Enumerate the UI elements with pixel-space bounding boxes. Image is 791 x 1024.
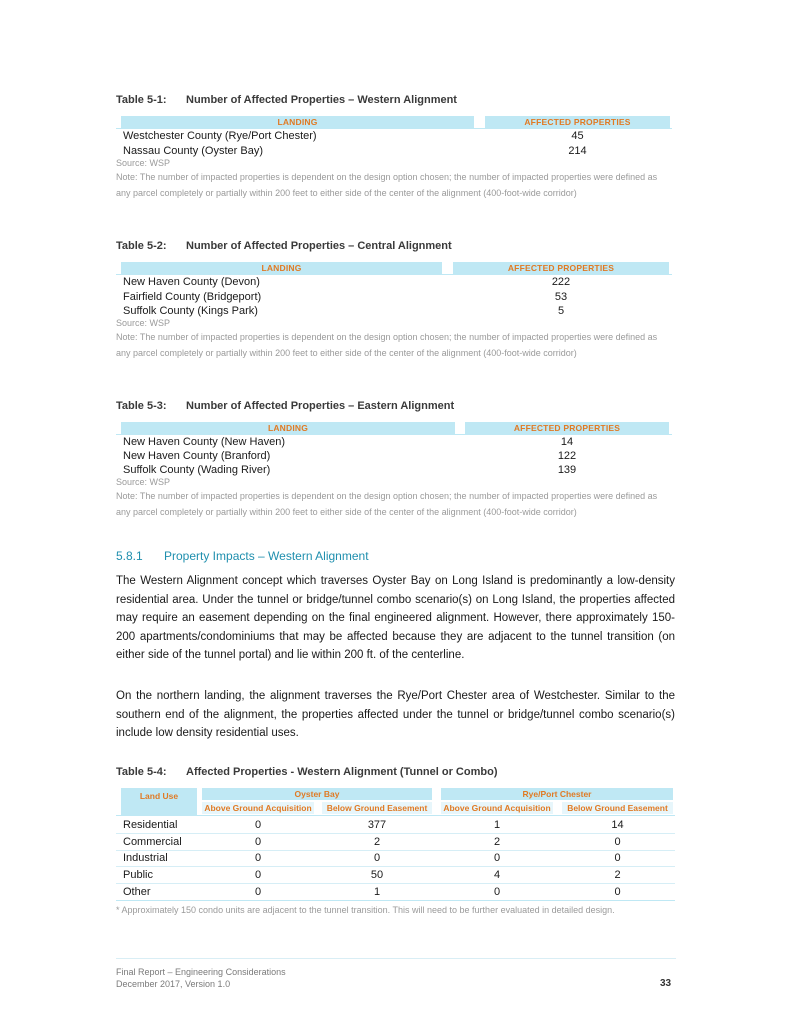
table-5-1-caption xyxy=(116,94,457,106)
table-cell: 0 xyxy=(373,852,381,864)
section-title: Property Impacts – Western Alignment xyxy=(164,549,369,563)
row-divider xyxy=(116,866,675,867)
section-number: 5.8.1 xyxy=(116,549,143,563)
col-header-affected: AFFECTED PROPERTIES xyxy=(453,262,669,274)
table-cell-affected: 14 xyxy=(560,436,574,448)
table-number: Table 5-1: xyxy=(116,94,167,106)
table-cell-use: Commercial xyxy=(123,836,182,848)
table-cell: 1 xyxy=(373,886,381,898)
table-source: Source: WSP xyxy=(116,318,171,328)
table-cell-landing: Suffolk County (Kings Park) xyxy=(123,305,258,317)
col-header-landing: LANDING xyxy=(121,116,474,128)
table-note: Note: The number of impacted properties is dependent on the design option chosen; the number of impacted properties were defined as any parcel completely or partially within 200 feet to either side of the center of the alignment (400-foot-wide corridor) xyxy=(116,332,658,358)
table-number: Table 5-4: xyxy=(116,766,167,778)
table-cell-affected: 53 xyxy=(554,291,568,303)
col-header-affected: AFFECTED PROPERTIES xyxy=(465,422,669,434)
table-cell: 377 xyxy=(367,819,387,831)
table-cell: 2 xyxy=(493,836,501,848)
table-cell-use: Industrial xyxy=(123,852,168,864)
table-cell: 50 xyxy=(370,869,384,881)
table-number: Table 5-3: xyxy=(116,400,167,412)
table-cell-use: Other xyxy=(123,886,151,898)
table-note: Note: The number of impacted properties is dependent on the design option chosen; the number of impacted properties were defined as any parcel completely or partially within 200 feet to either side of the center of the alignment (400-foot-wide corridor) xyxy=(116,491,658,517)
table-number: Table 5-2: xyxy=(116,240,167,252)
table-cell: 1 xyxy=(493,819,501,831)
section-heading xyxy=(116,549,369,563)
row-divider xyxy=(116,900,675,901)
group-header-rye-port-chester: Rye/Port Chester xyxy=(441,788,673,800)
table-cell: 0 xyxy=(254,819,262,831)
table-cell-landing: Suffolk County (Wading River) xyxy=(123,464,271,476)
subheader-below-ground: Below Ground Easement xyxy=(322,802,432,814)
table-cell-landing: New Haven County (New Haven) xyxy=(123,436,286,448)
table-cell-landing: Nassau County (Oyster Bay) xyxy=(123,145,263,157)
row-divider xyxy=(116,833,675,834)
table-5-3-caption xyxy=(116,400,454,412)
table-cell-affected: 139 xyxy=(557,464,577,476)
table-title: Number of Affected Properties – Western Alignment xyxy=(186,94,457,106)
body-paragraph: The Western Alignment concept which traverses Oyster Bay on Long Island is predominantly a low-density residential area. Under the tunnel or bridge/tunnel combo scenario(s) on Long Island, the properties affected may require an easement depending on the final engineered alignment. However, there approximately 150-200 apartments/condominiums that may be affected because they are adjacent to the tunnel transition (on either side of the tunnel portal) and lie within 200 ft. of the centerline. xyxy=(116,575,675,661)
table-cell-use: Residential xyxy=(123,819,178,831)
table-cell-affected: 214 xyxy=(568,145,587,157)
subheader-above-ground: Above Ground Acquisition xyxy=(441,802,553,814)
table-note: Note: The number of impacted properties is dependent on the design option chosen; the number of impacted properties were defined as any parcel completely or partially within 200 feet to either side of the center of the alignment (400-foot-wide corridor) xyxy=(116,172,658,198)
footer-report-title: Final Report – Engineering Considerations xyxy=(116,967,286,977)
table-cell: 0 xyxy=(254,886,262,898)
table-cell-landing: New Haven County (Devon) xyxy=(123,276,260,288)
table-cell: 14 xyxy=(611,819,624,831)
table-source: Source: WSP xyxy=(116,477,171,487)
footer-version: December 2017, Version 1.0 xyxy=(116,979,231,989)
table-cell-landing: Westchester County (Rye/Port Chester) xyxy=(123,130,317,142)
subheader-below-ground: Below Ground Easement xyxy=(562,802,673,814)
table-5-4-caption xyxy=(116,766,497,778)
table-cell-use: Public xyxy=(123,869,153,881)
row-divider xyxy=(116,883,675,884)
table-cell-affected: 222 xyxy=(551,276,571,288)
table-cell: 2 xyxy=(614,869,621,881)
page-number: 33 xyxy=(660,978,672,989)
table-title: Affected Properties - Western Alignment (Tunnel or Combo) xyxy=(186,766,498,778)
table-title: Number of Affected Properties – Central Alignment xyxy=(186,240,452,252)
subheader-above-ground: Above Ground Acquisition xyxy=(202,802,314,814)
col-header-landing: LANDING xyxy=(121,262,442,274)
table-cell: 0 xyxy=(614,886,621,898)
table-cell-affected: 45 xyxy=(571,130,584,142)
table-source: Source: WSP xyxy=(116,158,171,168)
table-5-2-caption xyxy=(116,240,452,252)
group-header-oyster-bay: Oyster Bay xyxy=(202,788,432,800)
col-header-land-use: Land Use xyxy=(121,788,197,815)
table-cell: 0 xyxy=(614,852,621,864)
table-cell: 4 xyxy=(493,869,501,881)
table-cell-affected: 122 xyxy=(557,450,577,462)
table-footnote: * Approximately 150 condo units are adjacent to the tunnel transition. This will need to be further evaluated in detailed design. xyxy=(116,905,615,915)
col-header-landing: LANDING xyxy=(121,422,455,434)
col-header-affected: AFFECTED PROPERTIES xyxy=(485,116,670,128)
table-cell: 0 xyxy=(614,836,621,848)
table-cell: 0 xyxy=(254,852,262,864)
table-cell: 0 xyxy=(254,836,262,848)
body-paragraph: On the northern landing, the alignment traverses the Rye/Port Chester area of Westchester. Similar to the southern end of the alignment, the properties affected under the tunnel or bridge/tunnel combo scenario(s) include low density residential uses. xyxy=(116,690,675,739)
table-cell-landing: Fairfield County (Bridgeport) xyxy=(123,291,262,303)
table-cell-affected: 5 xyxy=(557,305,565,317)
header-rule xyxy=(116,815,675,816)
footer-rule xyxy=(116,958,676,959)
table-cell: 0 xyxy=(493,886,501,898)
table-title: Number of Affected Properties – Eastern Alignment xyxy=(186,400,455,412)
table-cell: 0 xyxy=(254,869,262,881)
table-cell-landing: New Haven County (Branford) xyxy=(123,450,271,462)
table-cell: 2 xyxy=(373,836,381,848)
table-cell: 0 xyxy=(493,852,501,864)
